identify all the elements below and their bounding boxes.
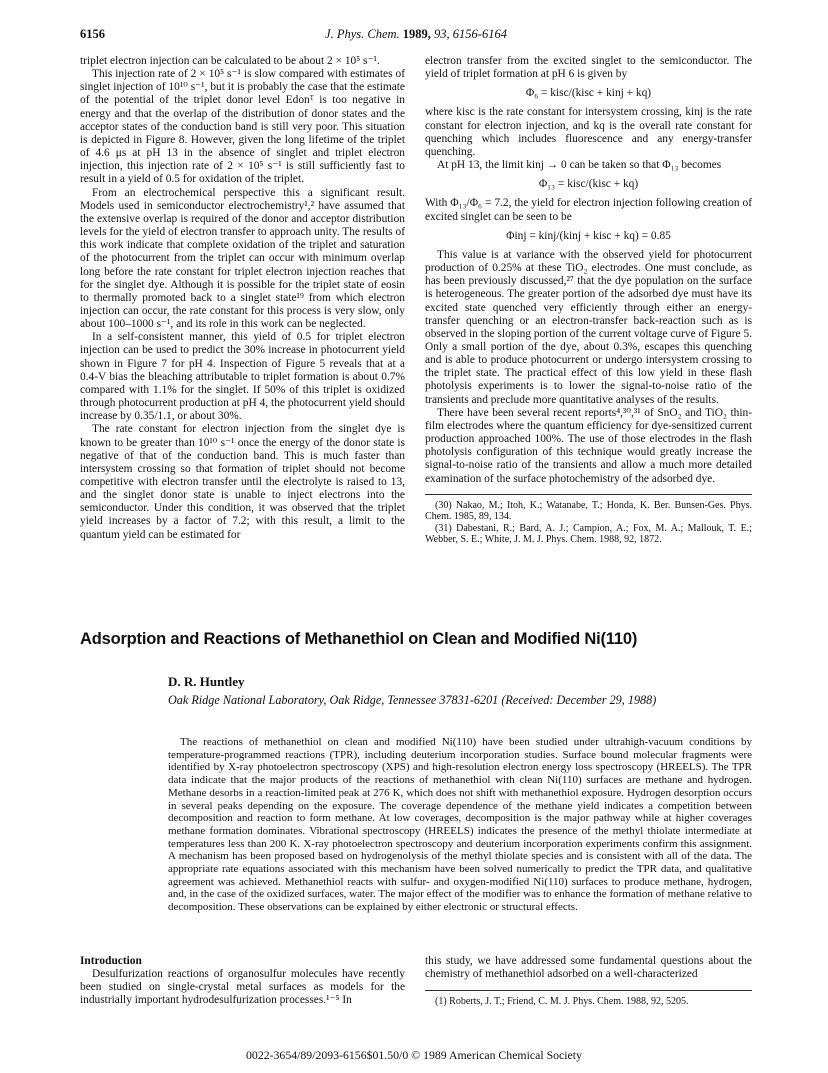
equation-ph13-yield: Φ₁₃ = kisc/(kisc + kq) [538, 178, 639, 191]
right-column [425, 55, 752, 546]
introduction-paragraph: this study, we have addressed some fundamental questions about the chemistry of methanethiol adsorbed on a well-characterized [425, 955, 752, 981]
footnote: (1) Roberts, J. T.; Friend, C. M. J. Phys. Chem. 1988, 92, 5205. [435, 996, 689, 1008]
journal-name: J. Phys. Chem. [325, 27, 400, 41]
journal-citation [80, 27, 752, 42]
right-paragraph: With Φ₁₃/Φ₆ = 7.2, the yield for electron injection following creation of excited singlet can be seen to be [425, 197, 752, 223]
introduction-right [425, 955, 752, 1008]
right-paragraph: where kisc is the rate constant for intersystem crossing, kinj is the rate constant for electron injection, and kq is the overall rate constant for quenching which includes fluorescence and any energy-transfer quenching. [425, 106, 752, 158]
article-title: Adsorption and Reactions of Methanethiol on Clean and Modified Ni(110) [80, 630, 638, 648]
page-header [80, 27, 752, 45]
introduction-paragraph: Desulfurization reactions of organosulfur molecules have recently been studied on single-crystal metal surfaces as models for the industrially important hydrodesulfurization processes.¹⁻⁵ In [80, 968, 405, 1007]
footnote-divider [425, 990, 752, 991]
left-paragraph: This injection rate of 2 × 10⁵ s⁻¹ is slow compared with estimates of singlet injection of 10¹⁰ s⁻¹, but it is probably the case that the estimate of the potential of the triplet donor level Edonᵀ is too negative in energy and that the overlap of the distribution of donor states and the acceptor states of the conduction band is still very poor. This situation is depicted in Figure 8. However, given the long lifetime of the triplet of 4.6 μs at pH 13 in the absence of singlet and triplet electron injection, this injection rate of 2 × 10⁵ s⁻¹ is still sufficiently fast to result in a yield of 0.5 for oxidation of the triplet. [80, 68, 405, 186]
right-paragraph: There have been several recent reports⁴,³⁰,³¹ of SnO₂ and TiO₂ thin-film electrodes where the quantum efficiency for dye-sensitized current production approached 100%. The use of those electrodes in the flash photolysis configuration of this technique would greatly increase the signal-to-noise ratio of the transients and allow a much more detailed examination of the surface photochemistry of the adsorbed dye. [425, 406, 752, 485]
footnote-divider [425, 494, 752, 495]
article-abstract: The reactions of methanethiol on clean and modified Ni(110) have been studied under ultrahigh-vacuum conditions by temperature-programmed reactions (TPR), including deuterium incorporation studies. Surface bound molecular fragments were identified by X-ray photoelectron spectroscopy (XPS) and high-resolution electron energy loss spectroscopy (HREELS). The TPR data indicate that the major products of the reactions of methanethiol with clean Ni(110) surfaces are methane and hydrogen. Methane desorbs in a reaction-limited peak at 276 K, which does not shift with methanethiol exposure. Hydrogen desorption occurs in several peaks depending on the exposure. The coverage dependence of the methane yield indicates a competition between decomposition and reaction to form methane. At low coverages, decomposition is the major pathway while at higher coverages methane formation dominates. Vibrational spectroscopy (HREELS) indicates the presence of the methyl thiolate intermediate at temperatures less than 200 K. X-ray photoelectron spectroscopy and deuterium incorporation experiments confirm this assignment. A mechanism has been proposed based on hydrogenolysis of the methyl thiolate species and is consistent with all of the data. The appropriate rate equations associated with this mechanism have been solved numerically to predict the TPR data, and qualitative agreement was achieved. Methanethiol reacts with sulfur- and oxygen-modified Ni(110) surfaces to produce methane, hydrogen, and, in the case of the oxidized surfaces, water. The major effect of the modifier was to enhance the formation of methane relative to decomposition. These observations can be explained by either electronic or structural effects. [168, 736, 752, 914]
equation-triplet-yield: Φ₆ = kisc/(kisc + kinj + kq) [525, 87, 652, 100]
journal-year: 1989, [402, 27, 431, 41]
page-number: 6156 [80, 27, 105, 41]
right-paragraph: This value is at variance with the observed yield for photocurrent production of 0.25% at these TiO₂ electrodes. One must conclude, as has been previously discussed,²⁷ that the dye population on the surface is heterogeneous. The greater portion of the adsorbed dye must have its excited state quenched very efficiently through either an energy-transfer quenching or an electron-transfer back-reaction such as is observed in the sloping portion of the current voltage curve of Figure 5. Only a small portion of the dye, about 0.3%, escapes this quenching and is able to produce photocurrent or undergo intersystem crossing to the triplet state. The practical effect of this low yield in these flash photolysis experiments is to lower the signal-to-noise ratio of the transients and preclude more quantitative analyses of the results. [425, 248, 752, 406]
footnote: (30) Nakao, M.; Itoh, K.; Watanabe, T.; Honda, K. Ber. Bunsen-Ges. Phys. Chem. 1985, 89, 134. [425, 499, 752, 523]
introduction-heading: Introduction [80, 955, 142, 967]
footnote: (31) Dabestani, R.; Bard, A. J.; Campion, A.; Fox, M. A.; Mallouk, T. E.; Webber, S. E.; White, J. M. J. Phys. Chem. 1988, 92, 1872. [425, 522, 752, 546]
footnotes [425, 996, 752, 1008]
footnotes [425, 500, 752, 546]
left-paragraph: From an electrochemical perspective this a significant result. Models used in semiconductor electrochemistry¹,² have assumed that the extensive overlap is required of the donor and acceptor distribution levels for the yield of electron transfer to approach unity. The results of this work indicate that complete oxidation of the triplet and saturation of the photocurrent from the triplet can occur with minimum overlap long before the rate constant for triplet electron injection reaches that for the singlet dye. Although it is possible for the triplet state of eosin to thermally promoted back to a singlet state¹⁹ from which electron injection can occur, the rate constant for this process is very slow, only about 100–1000 s⁻¹, and its role in this work can be neglected. [80, 186, 405, 331]
article-affiliation: Oak Ridge National Laboratory, Oak Ridge, Tennessee 37831-6201 (Received: December 29, 1988) [168, 693, 657, 707]
journal-volume-pages: 93, 6156-6164 [434, 27, 507, 41]
left-column [80, 55, 405, 542]
introduction-left [80, 955, 405, 1008]
copyright-footer: 0022-3654/89/2093-6156$01.50/0 © 1989 American Chemical Society [246, 1048, 582, 1062]
article-author: D. R. Huntley [168, 674, 245, 689]
left-paragraph: In a self-consistent manner, this yield of 0.5 for triplet electron injection can be used to predict the 30% increase in photocurrent yield shown in Figure 7 for pH 4. Inspection of Figure 5 reveals that at a 0.4-V bias the bleaching attributable to triplet formation is about 0.7% compared with 1.1% for the singlet. If 50% of this triplet is oxidized through photocurrent production at pH 4, the photocurrent yield should increase by 0.35/1.1, or about 30%. [80, 331, 405, 423]
left-paragraph: The rate constant for electron injection from the singlet dye is known to be greater than 10¹⁰ s⁻¹ once the energy of the donor state is negative of that of the conduction band. This is much faster than intersystem crossing so that formation of triplet should not become competitive with electron transfer until the electrolyte is raised to 13, and the singlet donor state is unable to inject electrons into the semiconductor. Under this condition, it was observed that the triplet yield increases by a factor of 7.2; with this result, a limit to the quantum yield can be estimated for [80, 423, 405, 541]
right-paragraph: At pH 13, the limit kinj → 0 can be taken so that Φ₁₃ becomes [437, 159, 722, 172]
left-paragraph: triplet electron injection can be calculated to be about 2 × 10⁵ s⁻¹. [80, 55, 380, 67]
right-paragraph: electron transfer from the excited singlet to the semiconductor. The yield of triplet formation at pH 6 is given by [425, 55, 752, 81]
equation-injection-yield: Φinj = kinj/(kinj + kisc + kq) = 0.85 [506, 229, 671, 242]
